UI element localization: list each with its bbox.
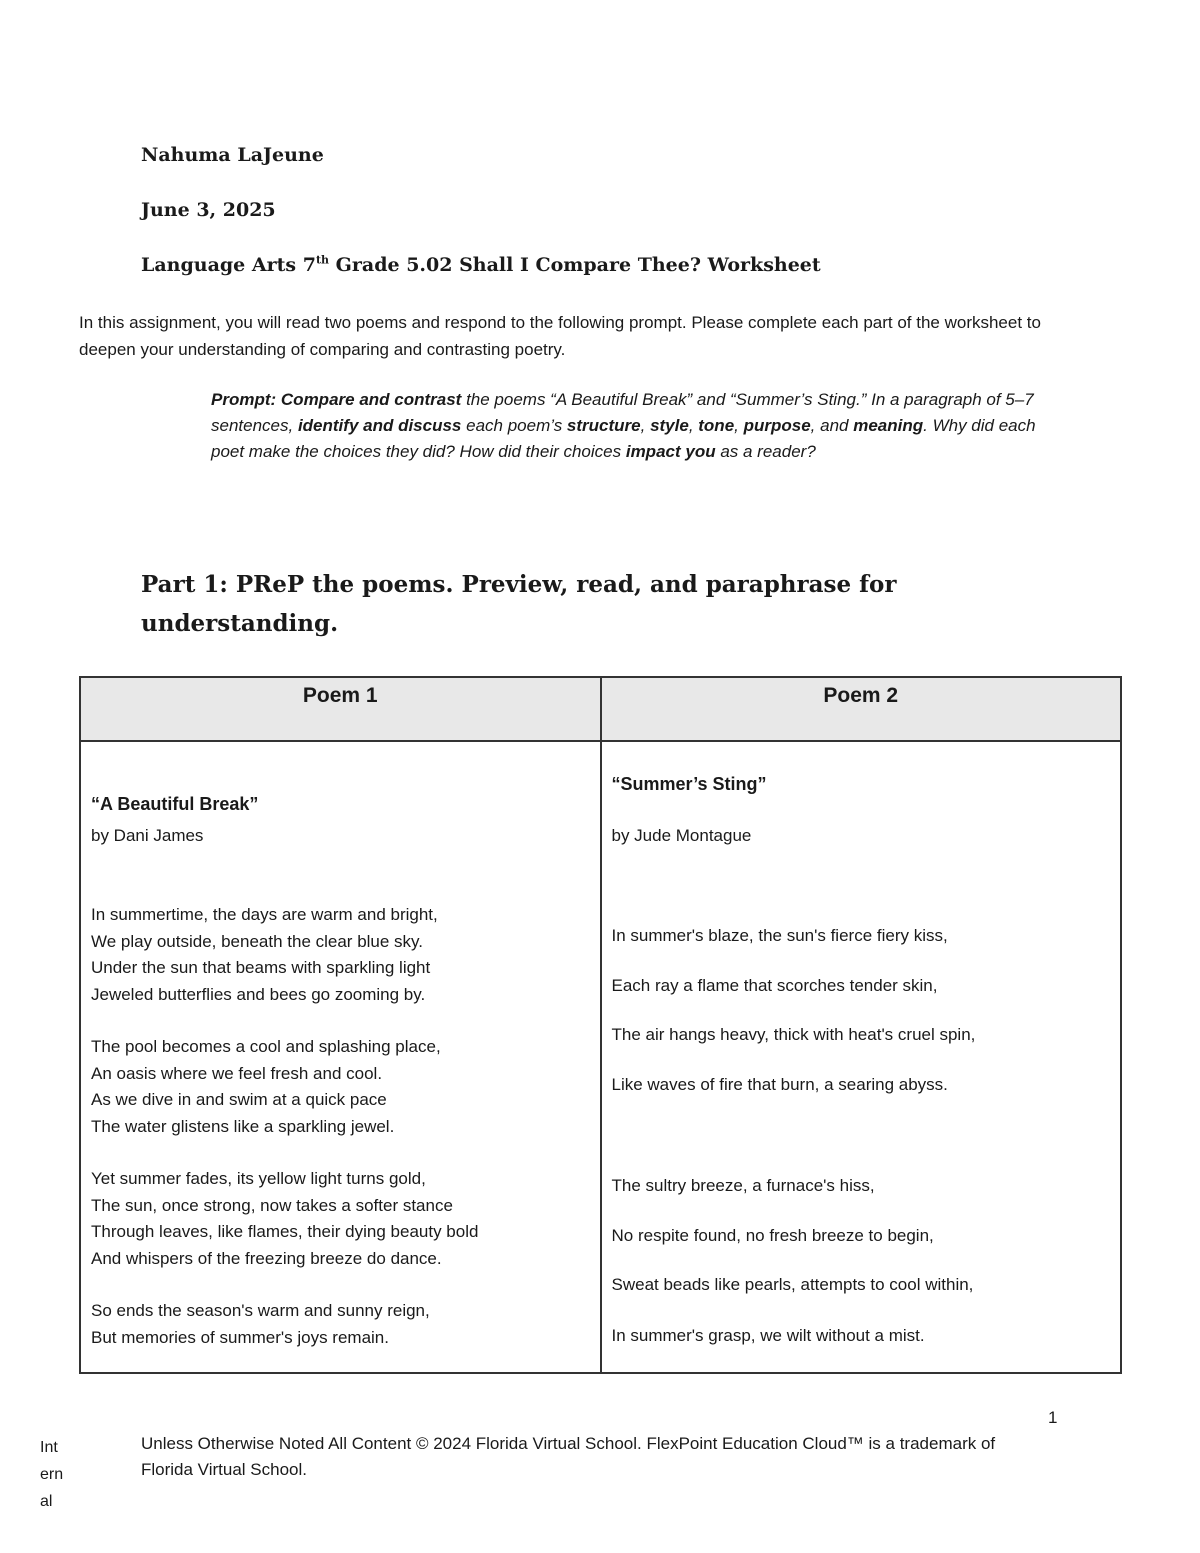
- poem-line: Under the sun that beams with sparkling light: [91, 958, 431, 977]
- prompt-structure: structure: [566, 416, 641, 435]
- poem-line: In summer's grasp, we wilt without a mist.: [611, 1326, 925, 1345]
- part1-heading: Part 1: PReP the poems. Preview, read, and paraphrase for understanding.: [141, 571, 897, 637]
- poem-line: In summer's blaze, the sun's fierce fiery kiss,: [611, 926, 948, 945]
- internal-label: [40, 1434, 70, 1515]
- poem1-stanza-2: [91, 1034, 441, 1140]
- student-name: Nahuma LaJeune: [141, 144, 324, 166]
- poem-line: The air hangs heavy, thick with heat's cruel spin,: [611, 1025, 976, 1044]
- assignment-date: June 3, 2025: [141, 199, 276, 221]
- poem1-author: by Dani James: [91, 826, 204, 845]
- title-prefix: Language Arts 7: [141, 254, 316, 276]
- poem-line: We play outside, beneath the clear blue sky.: [91, 931, 424, 951]
- poem-line: Sweat beads like pearls, attempts to cool within,: [611, 1275, 974, 1294]
- poems-table: [79, 676, 1122, 1374]
- poem2-header: Poem 2: [601, 677, 1122, 741]
- poem1-cell: [80, 741, 601, 1373]
- poem-line: The water glistens like a sparkling jewel.: [91, 1116, 395, 1136]
- poem-line: Like waves of fire that burn, a searing abyss.: [611, 1075, 948, 1094]
- worksheet-title: [141, 254, 821, 276]
- poem-line: The pool becomes a cool and splashing place,: [91, 1037, 441, 1056]
- prompt-text-1: the poems “A Beautiful Break” and “Summer’s Sting.” In a paragraph of 5–7 sentences,: [211, 390, 1034, 435]
- poem-line: Jeweled butterflies and bees go zooming by.: [91, 984, 426, 1004]
- prompt-style: style: [650, 416, 689, 435]
- intro-paragraph: In this assignment, you will read two poems and respond to the following prompt. Please complete each part of the worksheet to deepen your understanding of comparing and contrasting poetry.: [79, 313, 1041, 359]
- prompt-tone: tone: [698, 416, 735, 435]
- prompt-text-4: . Why did each poet make the choices they did? How did their choices: [211, 416, 1036, 461]
- prompt-impact: impact you: [625, 442, 716, 461]
- poem1-title: “A Beautiful Break”: [91, 794, 259, 814]
- poem-line: And whispers of the freezing breeze do dance.: [91, 1248, 442, 1268]
- page-number: 1: [1048, 1408, 1058, 1427]
- prompt-paragraph: Prompt: Compare and contrast the poems “A Beautiful Break” and “Summer’s Sting.” In a paragraph of 5–7 sentences, identify and discuss each poem’s structure, style, tone, purpose, and meaning. Why did each poet make the choices they did? How did their choices impact you as a reader?: [211, 390, 1036, 461]
- poem-line: Yet summer fades, its yellow light turns gold,: [91, 1169, 426, 1188]
- poem-line: The sultry breeze, a furnace's hiss,: [611, 1176, 875, 1195]
- poem2-author: by Jude Montague: [611, 826, 752, 845]
- footer-copyright: Unless Otherwise Noted All Content © 2024 Florida Virtual School. FlexPoint Education Cloud™ is a trademark of Florida Virtual School.: [141, 1434, 996, 1479]
- prompt-meaning: meaning: [853, 416, 924, 435]
- internal-label-part: Int: [40, 1439, 58, 1456]
- poem-line: In summertime, the days are warm and bright,: [91, 905, 438, 924]
- internal-label-part: al: [40, 1493, 53, 1510]
- poem1-stanza-4: [91, 1298, 430, 1351]
- poem-line: An oasis where we feel fresh and cool.: [91, 1063, 383, 1083]
- internal-label-part: ern: [40, 1466, 64, 1483]
- prompt-text-3: , and: [810, 416, 854, 435]
- poem2-cell: [601, 741, 1122, 1373]
- poem-line: So ends the season's warm and sunny reign,: [91, 1301, 430, 1320]
- prompt-label: Prompt:: [211, 390, 277, 409]
- prompt-purpose: purpose: [743, 416, 811, 435]
- prompt-text-2: each poem’s: [461, 416, 567, 435]
- poem2-title: “Summer’s Sting”: [611, 774, 767, 794]
- poem-line: Each ray a flame that scorches tender skin,: [611, 976, 938, 995]
- poem-line: The sun, once strong, now takes a softer stance: [91, 1195, 453, 1215]
- poem1-stanza-1: [91, 902, 438, 1008]
- prompt-identify: identify and discuss: [297, 416, 462, 435]
- poem1-header: Poem 1: [80, 677, 601, 741]
- prompt-compare: Compare and contrast: [280, 390, 462, 409]
- title-suffix: Grade 5.02 Shall I Compare Thee? Worksheet: [329, 254, 821, 276]
- poem-line: Through leaves, like flames, their dying beauty bold: [91, 1222, 479, 1241]
- title-superscript: th: [315, 253, 330, 267]
- prompt-text-5: as a reader?: [715, 442, 816, 461]
- poem-line: As we dive in and swim at a quick pace: [91, 1090, 387, 1109]
- poem-line: But memories of summer's joys remain.: [91, 1327, 389, 1347]
- poem1-stanza-3: [91, 1166, 478, 1272]
- poem-line: No respite found, no fresh breeze to begin,: [611, 1226, 934, 1245]
